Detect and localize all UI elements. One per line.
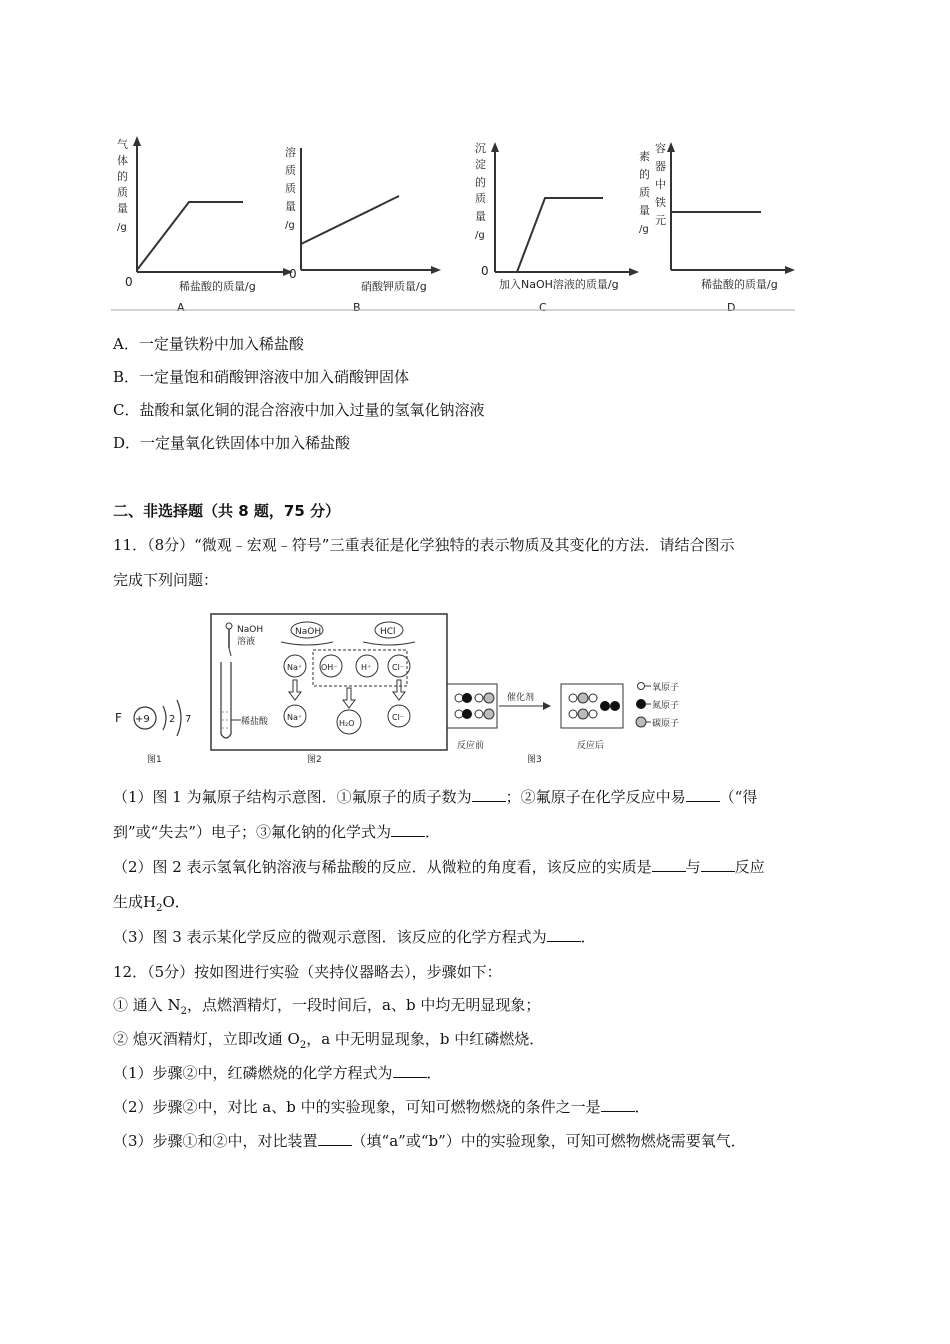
graph-d-ylabel-right-2: 中 [655,178,666,191]
option-a: A．一定量铁粉中加入稀盐酸 [113,335,304,353]
q11-part1-text-c: （“得 [719,788,758,806]
q11-part2-text-a: （2）图 2 表示氢氧化钠溶液与稀盐酸的反应．从微粒的角度看，该反应的实质是 [113,858,652,876]
fig1-atom-structure [115,700,191,765]
q12-part1-b: ． [426,1064,442,1082]
graph-a-ylabel-3: 质 [117,186,128,199]
fig2-oh: OH⁻ [321,663,338,672]
graph-a [117,136,293,314]
fig2-acid-label: 稀盐酸 [241,717,269,727]
fig3-legend-oxygen: 氧原子 [652,683,680,693]
answer-graphs [105,130,805,320]
fig2-cl: Cl⁻ [392,663,405,672]
fig2-naoh: NaOH [295,627,322,637]
fig1-element: F [115,711,122,725]
graph-c-origin: 0 [481,264,489,278]
fig3-reaction [447,681,679,765]
fig1-shell2: 7 [185,714,192,725]
graph-b-letter: B [353,301,361,314]
answer-blank[interactable] [318,1131,352,1146]
q11-part3-text-b: ． [580,928,596,946]
q11-part3-text-a: （3）图 3 表示某化学反应的微观示意图．该反应的化学方程式为 [113,928,547,946]
q11-part1-text-a: （1）图 1 为氟原子结构示意图．①氟原子的质子数为 [113,788,472,806]
fig3-legend-nitrogen: 氮原子 [652,701,680,711]
graph-d-ylabel-left-4: /g [639,224,649,235]
option-b: B．一定量饱和硝酸钾溶液中加入硝酸钾固体 [113,368,410,386]
graph-b-ylabel-1: 质 [285,164,296,177]
q11-part2-text-c: 反应 [734,858,765,876]
graph-c-ylabel-5: /g [475,230,485,241]
q12-part3-b: （填“a”或“b”）中的实验现象，可知可燃物燃烧需要氧气． [351,1132,746,1150]
answer-blank[interactable] [391,822,425,837]
q12-intro: 12．（5分）按如图进行实验（夹持仪器略去），步骤如下： [113,963,502,981]
q12-part2 [113,1097,650,1117]
section-title: 二、非选择题（共 8 题，75 分） [113,502,340,520]
q12-step1-a: ① 通入 N [113,996,181,1014]
graph-b [285,145,441,314]
q11-part1-line1 [113,787,757,807]
q12-step2 [113,1029,544,1056]
graph-a-ylabel-0: 气 [117,138,128,151]
graph-c-ylabel-3: 质 [475,192,486,205]
graph-d-xlabel: 稀盐酸的质量/g [701,278,778,291]
fig2-h2o: H₂O [339,719,355,728]
q12-part2-b: ． [634,1098,650,1116]
q11-part1-text-d: 到”或“失去”）电子；③氟化钠的化学式为 [113,823,392,841]
q11-intro-line2: 完成下列问题： [113,571,219,589]
graph-c [475,142,639,314]
fig3-catalyst: 催化剂 [507,693,535,703]
graph-d-ylabel-left-0: 素 [639,150,650,163]
fig3-before: 反应前 [457,741,485,751]
q11-part2-line1 [113,857,765,877]
graph-d-ylabel-right-3: 铁 [655,196,666,209]
q12-part1-a: （1）步骤②中，红磷燃烧的化学方程式为 [113,1064,393,1082]
graph-d-ylabel-right-0: 容 [655,142,666,155]
graph-d-ylabel-right-1: 器 [655,160,666,173]
answer-blank[interactable] [601,1097,635,1112]
q12-part2-a: （2）步骤②中，对比 a、b 中的实验现象，可知可燃物燃烧的条件之一是 [113,1098,601,1116]
q11-figures [113,610,698,770]
graph-a-ylabel-1: 体 [117,154,128,167]
fig1-nucleus: +9 [135,714,150,725]
fig2-na2: Na⁺ [287,713,303,722]
q12-step2-a: ② 熄灭酒精灯，立即改通 O [113,1030,300,1048]
graph-a-origin: 0 [125,275,133,289]
q11-part2-text-b: 与 [685,858,701,876]
q11-part1-text-b: ；②氟原子在化学反应中易 [505,788,686,806]
graph-b-xlabel: 硝酸钾质量/g [361,280,427,293]
graph-b-ylabel-2: 质 [285,182,296,195]
graph-c-ylabel-4: 量 [475,210,486,223]
graph-b-origin: 0 [289,267,297,281]
graph-a-ylabel-5: /g [117,222,127,233]
q12-step2-c: ，a 中无明显现象，b 中红磷燃烧． [306,1030,545,1048]
q12-part1 [113,1063,442,1083]
fig2-tube-label2: 溶液 [237,637,256,647]
q11-part2-sub: 2 [156,903,163,914]
answer-blank[interactable] [472,787,506,802]
answer-blank[interactable] [547,927,581,942]
fig2-h: H⁺ [361,663,372,672]
q11-part2-text-d: 生成H [113,893,157,911]
graph-d-ylabel-left-1: 的 [639,168,650,181]
fig2-tube-label1: NaOH [237,625,264,635]
answer-blank[interactable] [701,857,735,872]
fig3-legend-carbon: 碳原子 [652,719,680,729]
graph-c-xlabel: 加入NaOH溶液的质量/g [499,278,619,291]
graph-d-letter: D [727,301,736,314]
graph-a-ylabel-2: 的 [117,170,128,183]
fig1-shell1: 2 [169,714,176,725]
option-c: C．盐酸和氯化铜的混合溶液中加入过量的氢氧化钠溶液 [113,401,485,419]
q12-part3-a: （3）步骤①和②中，对比装置 [113,1132,318,1150]
graph-a-letter: A [177,301,185,314]
q11-part1-line2 [113,822,440,842]
fig1-caption: 图1 [147,755,162,765]
option-d: D．一定量氧化铁固体中加入稀盐酸 [113,434,351,452]
answer-blank[interactable] [393,1063,427,1078]
q12-step2-sub: 2 [299,1040,307,1051]
graph-c-ylabel-2: 的 [475,176,486,189]
answer-blank[interactable] [652,857,686,872]
graph-b-ylabel-4: /g [285,220,295,231]
q11-part2-line2 [113,892,190,919]
q11-part1-text-e: ． [425,823,441,841]
fig2-na: Na⁺ [287,663,303,672]
graph-d-ylabel-left-3: 量 [639,204,650,217]
graph-a-ylabel-4: 量 [117,202,128,215]
q12-part3 [113,1131,746,1151]
q12-step1-sub: 2 [180,1006,188,1017]
graph-c-letter: C [539,301,547,314]
fig2-hcl: HCl [380,627,396,637]
graph-c-ylabel-1: 淀 [475,158,486,171]
graph-a-xlabel: 稀盐酸的质量/g [179,280,256,293]
fig2-neutralization [211,614,447,765]
fig2-caption: 图2 [307,755,322,765]
graph-d [639,141,795,314]
q12-step1-c: ，点燃酒精灯，一段时间后，a、b 中均无明显现象； [187,996,541,1014]
graph-b-ylabel-0: 溶 [285,146,296,159]
fig3-caption: 图3 [527,755,542,765]
q12-step1 [113,995,540,1022]
answer-blank[interactable] [686,787,720,802]
graph-b-ylabel-3: 量 [285,200,296,213]
q11-intro-line1: 11．（8分）“微观﹣宏观﹣符号”三重表征是化学独特的表示物质及其变化的方法．请结合图示 [113,536,735,554]
fig2-cl2: Cl⁻ [392,713,405,722]
q11-part3 [113,927,596,947]
graph-d-ylabel-right-4: 元 [655,214,666,227]
graph-d-ylabel-left-2: 质 [639,186,650,199]
q11-part2-text-f: O． [162,893,190,911]
fig3-after: 反应后 [577,741,605,751]
graph-c-ylabel-0: 沉 [475,142,486,155]
